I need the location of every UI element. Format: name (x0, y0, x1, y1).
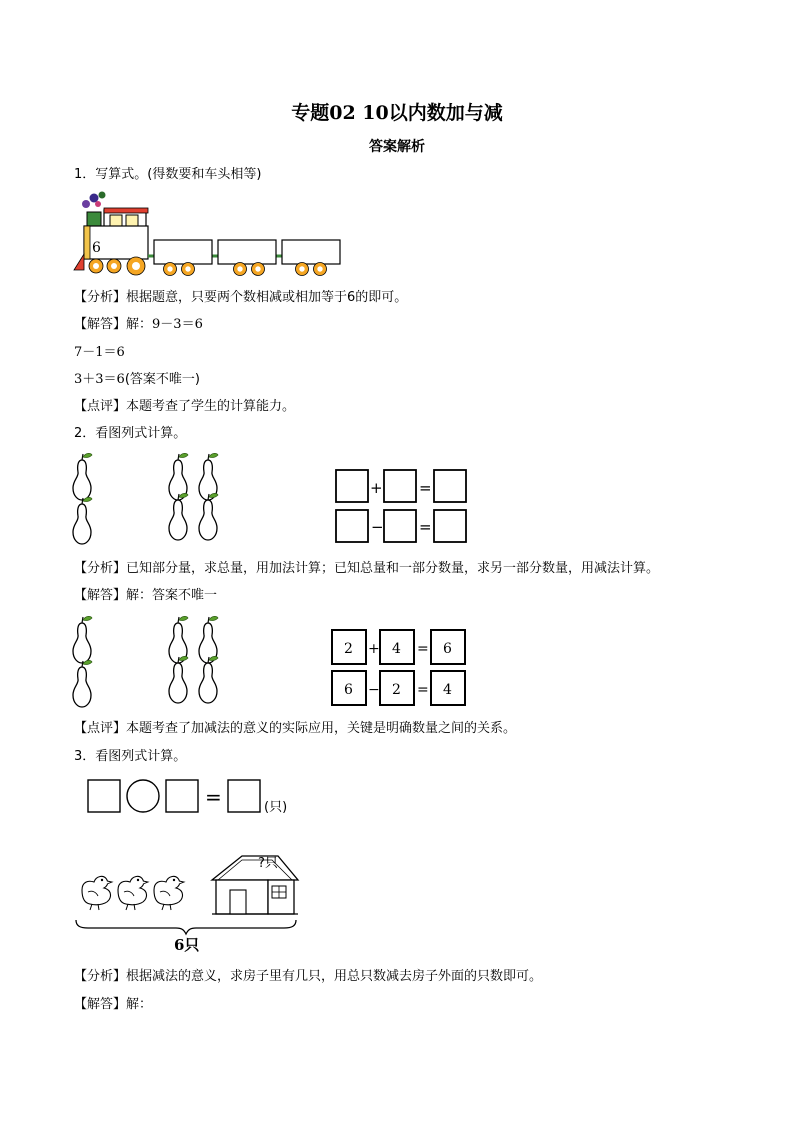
cowcatcher (74, 254, 84, 270)
duck-icon (118, 876, 148, 910)
chimney (87, 212, 101, 226)
comment-text: 本题考查了学生的计算能力。 (126, 399, 296, 414)
q3-answer (74, 996, 152, 1014)
answer-tag: 【解答】 (74, 997, 127, 1012)
unit-label: (只) (264, 800, 288, 815)
smoke-ball-icon (95, 201, 101, 207)
q3-heading: 3．看图列式计算。 (74, 749, 187, 764)
total-label: 6只 (174, 936, 200, 954)
answer-box-3: 6 (443, 641, 452, 657)
answer-box-6: 4 (443, 682, 452, 698)
door (230, 890, 246, 914)
answer-text: 解： (126, 997, 153, 1012)
pear-icon (73, 453, 92, 500)
equation-1: 9－3＝6 (152, 317, 203, 332)
pear-icon (169, 453, 188, 500)
analysis-text: 根据减法的意义，求房子里有几只，用总只数减去房子外面的只数即可。 (126, 969, 543, 984)
pear-icon (73, 497, 92, 544)
pear-icon (73, 660, 92, 707)
pear-icon (199, 453, 218, 500)
wagon-box (218, 240, 276, 264)
pears-illustration-question (70, 452, 240, 544)
q1-answer (74, 316, 203, 334)
blank-box (336, 510, 368, 542)
analysis-tag: 【分析】 (74, 290, 127, 305)
pear-icon (169, 656, 188, 703)
pear-icon (169, 616, 188, 663)
q1-eq3 (74, 371, 200, 389)
q1-heading: 1．写算式。(得数要和车头相等) (74, 167, 262, 182)
duck-icon (82, 876, 112, 910)
equals-sign: = (419, 479, 432, 497)
analysis-tag: 【分析】 (74, 561, 127, 576)
ducks-house-illustration (72, 852, 312, 956)
page-title: 专题02 10以内数加与减 (291, 102, 503, 124)
house-icon (212, 856, 298, 914)
answer-eq-2: = (417, 682, 429, 698)
q1-comment (74, 398, 295, 416)
blank-box (88, 780, 120, 812)
blank-equation-boxes (334, 468, 470, 546)
answer-eq-1: = (417, 641, 429, 657)
page-subtitle: 答案解析 (369, 139, 425, 155)
answer-op-1: + (368, 641, 380, 657)
engine-wheels (89, 257, 145, 275)
answer-note: (答案不唯一) (124, 372, 200, 387)
wagon-wheels (164, 263, 327, 276)
q1-analysis (74, 289, 407, 307)
answer-box-4: 6 (344, 682, 353, 698)
cabin-window (110, 215, 122, 227)
smoke-ball-icon (82, 200, 90, 208)
pear-icon (199, 616, 218, 663)
equation-2: 7－1＝6 (74, 345, 125, 360)
blank-box (384, 470, 416, 502)
q2-heading: 2．看图列式计算。 (74, 426, 187, 441)
answer-equation-boxes (330, 628, 470, 708)
train-illustration (70, 192, 345, 277)
analysis-text: 根据题意，只要两个数相减或相加等于6的即可。 (126, 290, 408, 305)
answer-tag: 【解答】 (74, 317, 127, 332)
brace (76, 920, 296, 934)
blank-box (434, 470, 466, 502)
answer-text: 解：答案不唯一 (126, 588, 218, 603)
house-quantity-label: ?只 (258, 856, 278, 871)
answer-tag: 【解答】 (74, 588, 127, 603)
pears-illustration-answer (70, 615, 240, 707)
blank-box (166, 780, 198, 812)
pear-icon (169, 493, 188, 540)
plus-sign: + (370, 479, 383, 497)
q2-comment (74, 720, 516, 738)
answer-box-2: 4 (392, 641, 401, 657)
blank-box (228, 780, 260, 812)
answer-box-5: 2 (392, 682, 401, 698)
blank-operator-circle (127, 780, 159, 812)
answer-box-1: 2 (344, 641, 353, 657)
pear-icon (199, 656, 218, 703)
comment-text: 本题考查了加减法的意义的实际应用，关键是明确数量之间的关系。 (126, 721, 517, 736)
comment-tag: 【点评】 (74, 399, 127, 414)
duck-icon (154, 876, 184, 910)
blank-box (384, 510, 416, 542)
answer-op-2: − (368, 682, 380, 698)
blank-box (336, 470, 368, 502)
answer-prefix: 解： (126, 317, 153, 332)
equation-3: 3＋3＝6 (74, 372, 125, 387)
q3-analysis (74, 968, 542, 986)
cabin-window (126, 215, 138, 227)
q2-analysis (74, 560, 659, 578)
wagon-box (154, 240, 212, 264)
equals-sign: = (205, 785, 222, 809)
blank-box (434, 510, 466, 542)
analysis-tag: 【分析】 (74, 969, 127, 984)
wagon-box (282, 240, 340, 264)
smoke-ball-icon (99, 192, 106, 199)
engine-number: 6 (92, 240, 101, 256)
minus-sign: − (371, 518, 384, 536)
blank-equation-q3 (86, 778, 316, 818)
q2-answer (74, 587, 217, 605)
analysis-text: 已知部分量，求总量，用加法计算；已知总量和一部分数量，求另一部分数量，用减法计算。 (126, 561, 660, 576)
equals-sign: = (419, 518, 432, 536)
pear-icon (73, 616, 92, 663)
pear-icon (199, 493, 218, 540)
comment-tag: 【点评】 (74, 721, 127, 736)
